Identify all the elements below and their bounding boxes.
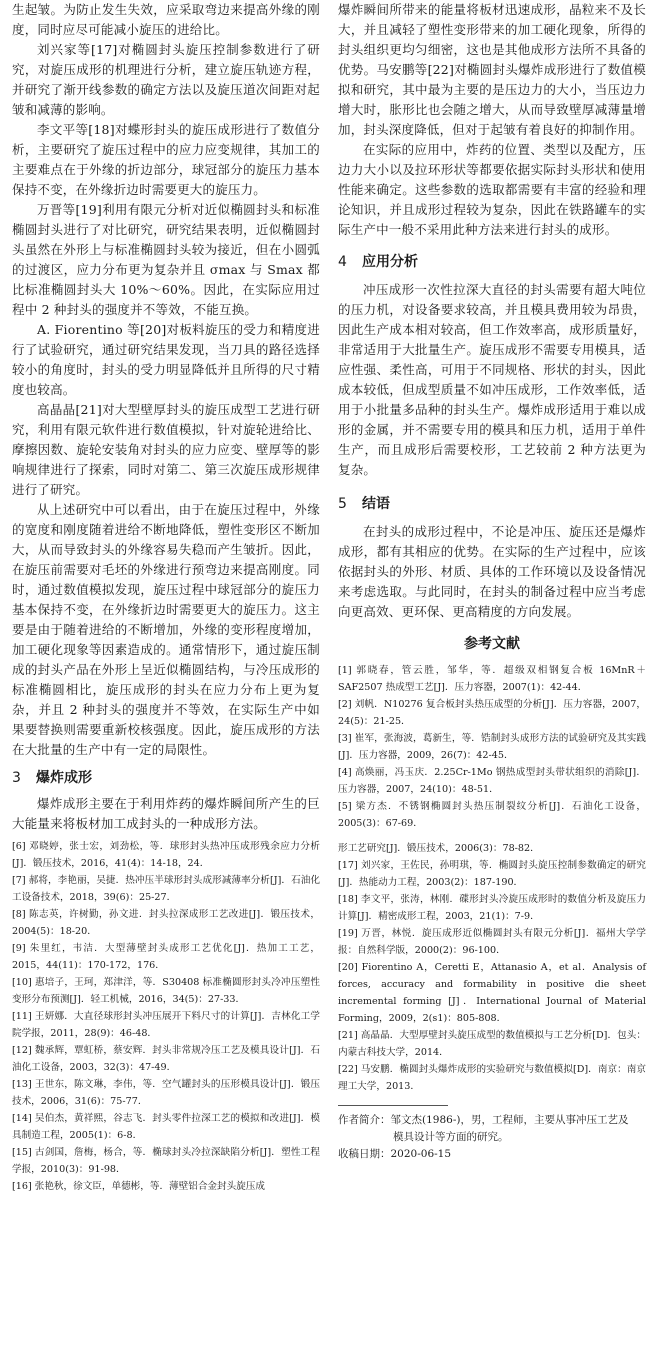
body-paragraph: 从上述研究中可以看出，由于在旋压过程中，外缘的宽度和刚度随着进给不断地降低，塑性变形区不断加大，从而导致封头的外缘容易失稳而产生皱折。因此，在旋压前需要对毛坯的外缘进行预弯边来提高刚度。同时，通过数值模拟发现，旋压过程中球冠部分的旋压力基本保持不变，在外缘折边时需要更大的旋压力。这主要是由于随着进给的不断增加，外缘的变形程度增加，加工硬化现象等因素造成的。通常情形下，通过旋压制成的封头产品在外形上呈近似椭圆结构，与冷压成形的标准椭圆相比，旋压成形的封头在应力分布上更为复杂，并且 2 种封头的强度并不等效，在实际生产中如果要替换则需要重新校核强度。因此，旋压成形的方法在大批量的生产中有一定的局限性。 xyxy=(12,502,320,757)
left-column xyxy=(12,0,320,1195)
body-paragraph: 爆炸瞬间所带来的能量将板材迅速成形，晶粒来不及长大，并且减轻了塑性变形带来的加工硬化现象，所得的封头组织更均匀细密，这也是其他成形方法所不具备的优势。马安鹏等[22]对椭圆封头爆炸成形进行了数值模拟和研究，其中最为主要的是压边力的大小，当压边力增大时，胀形比也会随之增大，从而导致壁厚减薄量增加，封头深度降低，但对于起皱有着良好的抑制作用。 xyxy=(338,2,646,137)
author-note-line1: 作者简介：邹文杰(1986-)，男，工程师，主要从事冲压工艺及 xyxy=(338,1114,629,1126)
reference-item: [19] 万晋，林悦．旋压成形近似椭圆封头有限元分析[J]．福州大学学报：自然科学版，2000(2)：96-100． xyxy=(338,928,646,956)
body-paragraph: 刘兴家等[17]对椭圆封头旋压控制参数进行了研究，对旋压成形的机理进行分析，建立旋压轨迹方程，并研究了渐开线参数的确定方法以及旋压道次间距对起皱和减薄的影响。 xyxy=(12,42,320,117)
body-paragraph: 高晶晶[21]对大型壁厚封头的旋压成型工艺进行研究，利用有限元软件进行数值模拟，针对旋轮进给比、摩擦因数、旋轮安装角对封头的应力应变、壁厚等的影响规律进行了探索，同时对第二、第三次旋压成形规律进行了研究。 xyxy=(12,402,320,497)
reference-item: [22] 马安鹏．椭圆封头爆炸成形的实验研究与数值模拟[D]．南京：南京理工大学，2013． xyxy=(338,1064,646,1092)
references-heading: 参考文献 xyxy=(464,636,520,652)
section-3-paragraph: 爆炸成形主要在于利用炸药的爆炸瞬间所产生的巨大能量来将板材加工成封头的一种成形方法。 xyxy=(12,796,320,831)
reference-item: [14] 吴伯杰，黄祥熙，谷志飞．封头零件拉深工艺的模拟和改进[J]．模具制造工程，2005(1)：6-8． xyxy=(12,1113,320,1141)
reference-item: [15] 古剑国，詹梅，杨合，等．椭球封头冷拉深缺陷分析[J]．塑性工程学报，2010(3)：91-98． xyxy=(12,1147,320,1175)
author-note-line2: 模具设计等方面的研究。 xyxy=(393,1131,509,1143)
section-5-heading xyxy=(338,494,646,514)
right-column xyxy=(338,0,646,1163)
reference-item: [20] Fiorentino A，Ceretti E，Attanasio A，et al．Analysis of forces, accuracy and formability in positive die sheet incremental forming [J]．International Journal of Material Forming，2009，2(s1)：805-808． xyxy=(338,962,646,1024)
reference-item: [13] 王世东，陈文琳，李伟，等．空气罐封头的压形模具设计[J]．锻压技术，2006，31(6)：75-77． xyxy=(12,1079,320,1107)
section-4-number: 4 xyxy=(338,254,347,270)
section-4-paragraph: 冲压成形一次性拉深大直径的封头需要有超大吨位的压力机，对设备要求较高，并且模具费用较为昂贵，因此生产成本相对较高，但工作效率高，成形质量好，非常适用于大批量生产。旋压成形不需要专用模具，适应性强、柔性高，可用于不同规格、形状的封头，因此成本较低，但成型质量不如冲压成形，工作效率低，适用于小批量多品种的封头生产。爆炸成形适用于难以成形的金属，并不需要专用的模具和压力机，适用于单件生产，而且成形后需要校形，工艺较前 2 种方法更为复杂。 xyxy=(338,282,646,477)
reference-item: [4] 高焕丽，冯玉庆．2.25Cr-1Mo 钢热成型封头带状组织的消除[J]．压力容器，2007，24(10)：48-51． xyxy=(338,767,646,795)
section-3-number: 3 xyxy=(12,770,21,786)
body-paragraph: 在实际的应用中，炸药的位置、类型以及配方，压边力大小以及拉环形状等都要依据实际封头形状和使用性能来确定。这些参数的选取都需要有丰富的经验和理论知识，并且成形过程较为复杂，因此在铁路罐车的实际生产中一般不采用此种方法来进行封头的成形。 xyxy=(338,142,646,237)
section-5-number: 5 xyxy=(338,496,347,512)
section-4-title: 应用分析 xyxy=(362,254,418,270)
reference-item: [3] 崔军，张海波，葛新生，等．锆制封头成形方法的试验研究及其实践[J]．压力容器，2009，26(7)：42-45． xyxy=(338,733,646,761)
reference-item: [6] 邓晓婷，张士宏，刘劲松，等．球形封头热冲压成形残余应力分析[J]．锻压技术，2016，41(4)：14-18，24． xyxy=(12,841,320,869)
body-paragraph: 万晋等[19]利用有限元分析对近似椭圆封头和标准椭圆封头进行了对比研究，研究结果表明，近似椭圆封头虽然在外形上与标准椭圆封头较为接近，但在小圆弧的过渡区，应力分布更为复杂并且 σmax 与 Smax 都比标准椭圆封头大 10%～60%。因此，在实际应用过程中 2 种封头的强度并不等效，不能互换。 xyxy=(12,202,320,317)
reference-item: [1] 郭晓春，管云胜，邹华，等．超级双相钢复合板 16MnR＋SAF2507 热成型工艺[J]．压力容器，2007(1)：42-44． xyxy=(338,665,646,693)
reference-item: [7] 郝将，李艳丽，吴捷．热冲压半球形封头成形减薄率分析[J]．石油化工设备技术，2018，39(6)：25-27． xyxy=(12,875,320,903)
body-paragraph: 李文平等[18]对蝶形封头的旋压成形进行了数值分析，主要研究了旋压过程中的应力应变规律，其加工的主要难点在于外缘的折边部分，球冠部分的旋压力基本保持不变，在外缘折边时需要更大的旋压力。 xyxy=(12,122,320,197)
reference-item: [5] 梁方杰．不锈钢椭圆封头热压制裂纹分析[J]．石油化工设备，2005(3)：67-69． xyxy=(338,801,646,829)
reference-item: [16] 张艳秋，徐文臣，单德彬，等．薄壁铝合金封头旋压成 xyxy=(12,1181,265,1192)
left-body-text xyxy=(12,0,320,760)
reference-item: [18] 李文平，张涛，林刚．碟形封头冷旋压成形时的数值分析及旋压力计算[J]．精密成形工程，2003，21(1)：7-9． xyxy=(338,894,646,922)
section-3-title: 爆炸成形 xyxy=(36,770,92,786)
section-4-heading xyxy=(338,252,646,272)
right-reference-list-b xyxy=(338,840,646,1095)
section-5-paragraph: 在封头的成形过程中，不论是冲压、旋压还是爆炸成形，都有其相应的优势。在实际的生产过程中，应该依据封头的外形、材质、具体的工作环境以及设备情况来考虑选取。与此同时，在封头的制备过程中应当考虑向更高效、更环保、更高精度的方向发展。 xyxy=(338,524,646,619)
reference-item: [8] 陈志英，许树勤，孙文进．封头拉深成形工艺改进[J]．锻压技术，2004(5)：18-20． xyxy=(12,909,320,937)
body-paragraph: A. Fiorentino 等[20]对板料旋压的受力和精度进行了试验研究，通过研究结果发现，当刀具的路径选择较小的角度时，封头的受力明显降低并且所得的尺寸精度也较高。 xyxy=(12,322,320,397)
section-5-title: 结语 xyxy=(362,496,390,512)
reference-item: [10] 惠培子，王珂，郑津洋，等．S30408 标准椭圆形封头冷冲压塑性变形分布预测[J]．轻工机械，2016，34(5)：27-33． xyxy=(12,977,320,1005)
right-body-text xyxy=(338,0,646,240)
reference-item: [21] 高晶晶．大型厚壁封头旋压成型的数值模拟与工艺分析[D]．包头：内蒙古科技大学，2014． xyxy=(338,1030,646,1058)
reference-item: [11] 王妍娜．大直径球形封头冲压展开下料尺寸的计算[J]．吉林化工学院学报，2011，28(9)：46-48． xyxy=(12,1011,320,1039)
right-reference-list-a xyxy=(338,662,646,832)
reference-item: [9] 朱里红，韦洁．大型薄壁封头成形工艺优化[J]．热加工工艺，2015，44(11)：170-172，176． xyxy=(12,943,320,971)
section-3-heading xyxy=(12,768,320,788)
body-paragraph: 生起皱。为防止发生失效，应采取弯边来提高外缘的刚度，同时应尽可能减小旋压的进给比。 xyxy=(12,2,320,37)
reference-item: [2] 刘帆．N10276 复合板封头热压成型的分析[J]．压力容器，2007，24(5)：21-25． xyxy=(338,699,646,727)
reference-item: [17] 刘兴家，王佐民，孙明琪，等．椭圆封头旋压控制参数确定的研究[J]．热能动力工程，2003(2)：187-190． xyxy=(338,860,646,888)
reference-item: 形工艺研究[J]．锻压技术，2006(3)：78-82． xyxy=(338,843,540,854)
received-date: 收稿日期：2020-06-15 xyxy=(338,1148,452,1160)
reference-item: [12] 魏承辉，覃虹桥，蔡安辉．封头非常规冷压工艺及模具设计[J]．石油化工设备，2003，32(3)：47-49． xyxy=(12,1045,320,1073)
left-reference-list xyxy=(12,838,320,1195)
